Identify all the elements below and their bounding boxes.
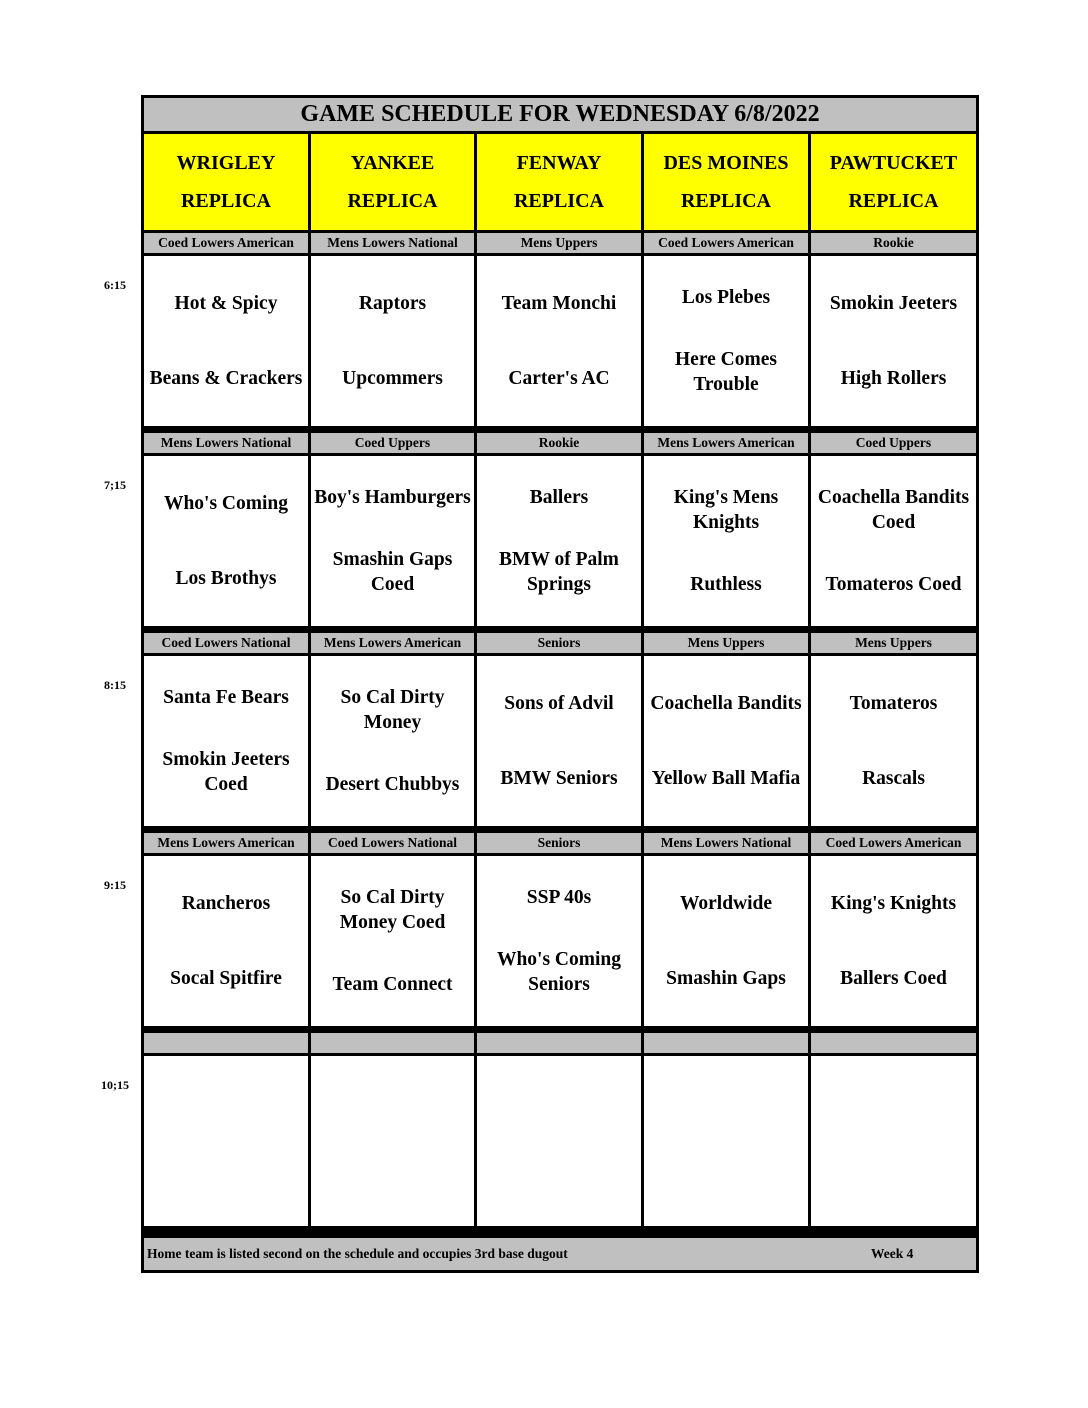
division-label — [144, 1033, 308, 1053]
home-team: Rascals — [862, 768, 925, 789]
division-label: Mens Lowers National — [644, 833, 808, 853]
page-title: GAME SCHEDULE FOR WEDNESDAY 6/8/2022 — [300, 101, 820, 127]
game-cell — [311, 856, 474, 1026]
game-cell — [644, 856, 808, 1026]
time-label: 7;15 — [104, 478, 126, 492]
venue-subtitle: REPLICA — [680, 190, 771, 212]
time-label: 10;15 — [101, 1078, 129, 1092]
division-row — [144, 233, 976, 253]
week-label: Week 4 — [871, 1246, 914, 1261]
venue-header — [477, 134, 641, 230]
game-cell — [644, 656, 808, 826]
game-row — [144, 656, 976, 826]
game-row — [144, 856, 976, 1026]
home-team: Upcommers — [342, 368, 443, 389]
away-team: Hot & Spicy — [174, 293, 278, 314]
game-row — [144, 256, 976, 426]
venue-header — [144, 134, 308, 230]
game-cell — [311, 456, 474, 626]
footer-bar — [144, 1238, 976, 1270]
venue-name: PAWTUCKET — [829, 152, 958, 174]
game-cell — [144, 256, 308, 426]
home-team: BMW of Palm Springs — [499, 549, 619, 596]
division-label: Rookie — [811, 233, 976, 253]
game-cell — [477, 256, 641, 426]
game-cell — [144, 856, 308, 1026]
game-cell — [311, 1056, 474, 1226]
game-cell — [311, 256, 474, 426]
division-row — [144, 833, 976, 853]
division-label — [477, 1033, 641, 1053]
game-cell — [144, 656, 308, 826]
division-label: Mens Lowers National — [311, 233, 474, 253]
time-label: 9:15 — [104, 878, 126, 892]
division-label: Coed Lowers National — [311, 833, 474, 853]
footer-note: Home team is listed second on the schedule and occupies 3rd base dugout — [147, 1246, 568, 1261]
division-label: Coed Uppers — [311, 433, 474, 453]
game-cell — [477, 656, 641, 826]
division-label: Coed Lowers National — [144, 633, 308, 653]
division-label: Mens Uppers — [477, 233, 641, 253]
home-team: Yellow Ball Mafia — [651, 768, 801, 789]
away-team: Coachella Bandits — [650, 693, 802, 714]
home-team: Beans & Crackers — [149, 368, 303, 389]
away-team: So Cal Dirty Money Coed — [339, 886, 446, 933]
game-cell — [644, 1056, 808, 1226]
division-label: Coed Lowers American — [644, 233, 808, 253]
division-label: Mens Lowers National — [144, 433, 308, 453]
game-cell — [311, 656, 474, 826]
away-team: Raptors — [358, 293, 427, 314]
away-team: King's Mens Knights — [673, 486, 779, 533]
division-row — [144, 633, 976, 653]
away-team: Tomateros — [849, 693, 938, 714]
division-row — [144, 1033, 976, 1053]
division-label: Seniors — [477, 833, 641, 853]
home-team: Smokin Jeeters Coed — [162, 749, 290, 796]
venue-name: DES MOINES — [663, 152, 789, 174]
game-cell — [477, 856, 641, 1026]
home-team: Ruthless — [690, 574, 762, 596]
venue-header — [811, 134, 976, 230]
venue-subtitle: REPLICA — [347, 190, 438, 212]
game-cell — [644, 456, 808, 626]
venue-name: WRIGLEY — [176, 152, 276, 174]
division-label: Mens Lowers American — [644, 433, 808, 453]
division-label: Mens Lowers American — [311, 633, 474, 653]
division-label: Mens Uppers — [644, 633, 808, 653]
venue-header — [644, 134, 808, 230]
venue-subtitle: REPLICA — [848, 190, 939, 212]
game-cell — [477, 456, 641, 626]
game-cell — [811, 256, 976, 426]
home-team: Los Brothys — [175, 568, 277, 589]
home-team: Here Comes Trouble — [675, 349, 777, 396]
game-cell — [144, 456, 308, 626]
game-cell — [811, 656, 976, 826]
division-label: Coed Lowers American — [811, 833, 976, 853]
home-team: Team Connect — [332, 974, 453, 996]
time-label: 8:15 — [104, 678, 126, 692]
division-label — [311, 1033, 474, 1053]
time-label: 6:15 — [104, 278, 126, 292]
division-row — [144, 433, 976, 453]
division-label: Mens Uppers — [811, 633, 976, 653]
game-cell — [477, 1056, 641, 1226]
game-cell — [811, 856, 976, 1026]
division-label: Coed Uppers — [811, 433, 976, 453]
venue-name: YANKEE — [350, 152, 435, 174]
away-team: So Cal Dirty Money — [340, 686, 445, 733]
game-cell — [144, 1056, 308, 1226]
home-team: Desert Chubbys — [325, 774, 460, 796]
away-team: Smokin Jeeters — [829, 293, 958, 314]
away-team: Boy's Hamburgers — [314, 486, 471, 508]
venue-subtitle: REPLICA — [180, 190, 271, 212]
away-team: Los Plebes — [681, 286, 771, 308]
home-team: High Rollers — [840, 368, 947, 389]
division-label — [644, 1033, 808, 1053]
home-team: Carter's AC — [508, 368, 610, 389]
away-team: Sons of Advil — [504, 693, 614, 714]
game-row — [144, 1056, 976, 1226]
home-team: Smashin Gaps Coed — [332, 549, 453, 596]
game-cell — [811, 456, 976, 626]
game-cell — [644, 256, 808, 426]
away-team: Santa Fe Bears — [163, 686, 289, 708]
home-team: Who's Coming Seniors — [496, 949, 622, 996]
home-team: Smashin Gaps — [666, 968, 786, 989]
venue-header-row — [144, 134, 976, 230]
division-label: Mens Lowers American — [144, 833, 308, 853]
home-team: Socal Spitfire — [170, 968, 282, 989]
home-team: BMW Seniors — [500, 768, 618, 789]
venue-header — [311, 134, 474, 230]
away-team: Ballers — [529, 486, 589, 508]
game-row — [144, 456, 976, 626]
title-bar — [144, 98, 976, 131]
division-label — [811, 1033, 976, 1053]
venue-subtitle: REPLICA — [513, 190, 604, 212]
venue-name: FENWAY — [516, 152, 602, 174]
home-team: Ballers Coed — [840, 968, 947, 989]
division-label: Rookie — [477, 433, 641, 453]
away-team: Team Monchi — [501, 293, 617, 314]
away-team: Who's Coming — [163, 493, 289, 514]
away-team: Rancheros — [181, 893, 271, 914]
home-team: Tomateros Coed — [825, 574, 962, 596]
away-team: Coachella Bandits Coed — [817, 486, 970, 533]
away-team: Worldwide — [679, 893, 773, 914]
schedule-table — [141, 95, 979, 1273]
away-team: SSP 40s — [526, 886, 592, 908]
division-label: Coed Lowers American — [144, 233, 308, 253]
division-label: Seniors — [477, 633, 641, 653]
game-cell — [811, 1056, 976, 1226]
away-team: King's Knights — [830, 893, 957, 914]
